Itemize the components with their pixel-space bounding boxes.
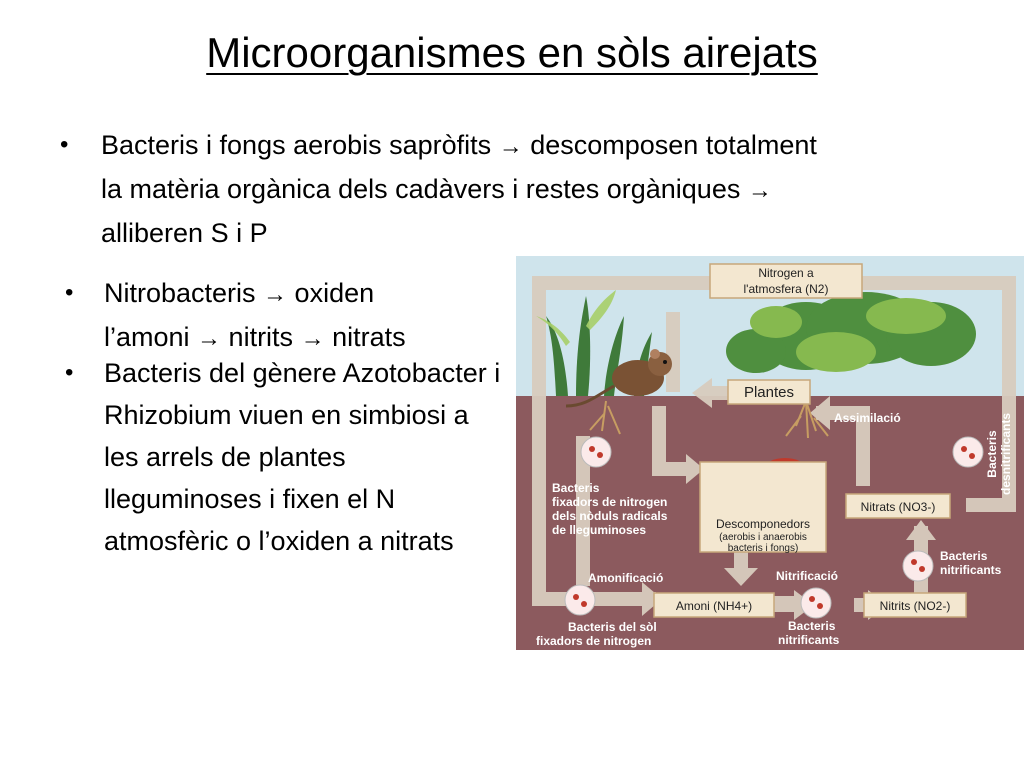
label-fixadors-noduls-3: dels nòduls radicals <box>552 509 668 523</box>
label-nitrogen-line2: l'atmosfera (N2) <box>743 282 829 296</box>
label-desnitrificants-2: desnitrificants <box>999 412 1013 496</box>
box-plantes <box>728 380 810 404</box>
box-nitrits <box>864 593 966 617</box>
bullet-text: descomposen totalment <box>522 130 817 160</box>
nitrogen-cycle-diagram <box>516 256 1024 650</box>
bullet-text: Bacteris del gènere Azotobacter i Rhizobium viuen en simbiosi a les arrels de plantes lleguminoses i fixen el N atmosfèric o l’oxiden a nitrats <box>104 358 501 556</box>
label-nitrificants-bottom-2: nitrificants <box>778 633 840 647</box>
box-amoni <box>654 593 774 617</box>
label-amoni: Amoni (NH4+) <box>675 599 753 613</box>
bullet-text: oxiden <box>287 278 375 308</box>
label-assimilacio: Assimilació <box>834 411 901 425</box>
label-plantes: Plantes <box>743 384 795 401</box>
bullet-nitrobacteris <box>65 272 505 360</box>
label-nitrats: Nitrats (NO3-) <box>860 500 936 514</box>
bullet-text: Bacteris i fongs aerobis sapròfits <box>101 130 499 160</box>
bullet-text: l’amoni <box>104 322 198 352</box>
label-descomponedors-sub2: bacteris i fongs) <box>727 543 799 554</box>
arrow-right-icon: → <box>300 325 325 352</box>
label-fixadors-noduls-1: Bacteris <box>552 481 600 495</box>
bacteria-icon-nitrificants-right <box>903 551 933 581</box>
label-amonificacio: Amonificació <box>588 571 664 585</box>
bullet-saprophytes <box>60 124 960 254</box>
label-fixadors-noduls-2: fixadors de nitrogen <box>552 495 668 509</box>
arrow-right-icon: → <box>498 133 523 160</box>
label-fixadors-noduls-4: de lleguminoses <box>552 523 647 537</box>
label-descomponedors: Descomponedors <box>715 517 811 531</box>
bacteria-icon-sol <box>565 585 595 615</box>
bullet-text: la matèria orgànica dels cadàvers i restes orgàniques <box>101 174 748 204</box>
label-desnitrificants-1: Bacteris <box>985 430 999 478</box>
label-sol-fixadors-2: fixadors de nitrogen <box>536 634 652 648</box>
arrow-right-icon: → <box>197 325 222 352</box>
box-nitrats <box>846 494 950 518</box>
label-nitrificants-right-2: nitrificants <box>940 563 1002 577</box>
arrow-right-icon: → <box>263 281 288 308</box>
bullet-text: Nitrobacteris <box>104 278 264 308</box>
slide-title: Microorganismes en sòls airejats <box>206 29 818 76</box>
bullet-dot: • <box>60 131 69 158</box>
bullet-dot: • <box>65 279 74 306</box>
bacteria-icon-desnitrificants <box>953 437 983 467</box>
bullet-dot: • <box>65 359 74 386</box>
bullet-text: nitrits <box>221 322 301 352</box>
label-nitrificacio: Nitrificació <box>776 569 839 583</box>
bullet-azotobacter <box>65 352 505 562</box>
bacteria-icon-left <box>581 437 611 467</box>
arrow-right-icon: → <box>747 177 772 204</box>
label-sol-fixadors-1: Bacteris del sòl <box>568 620 657 634</box>
label-descomponedors-sub1: (aerobis i anaerobis <box>719 532 807 543</box>
label-nitrits: Nitrits (NO2-) <box>879 599 951 613</box>
box-descomponedors <box>700 462 826 554</box>
bullet-text: alliberen S i P <box>101 218 268 248</box>
bacteria-icon-nitrificants-bottom <box>801 588 831 618</box>
label-nitrificants-bottom-1: Bacteris <box>788 619 836 633</box>
box-nitrogen-atmosfera <box>710 264 862 298</box>
label-nitrogen-line1: Nitrogen a <box>758 266 814 280</box>
label-nitrificants-right-1: Bacteris <box>940 549 988 563</box>
bullet-text: nitrats <box>324 322 406 352</box>
